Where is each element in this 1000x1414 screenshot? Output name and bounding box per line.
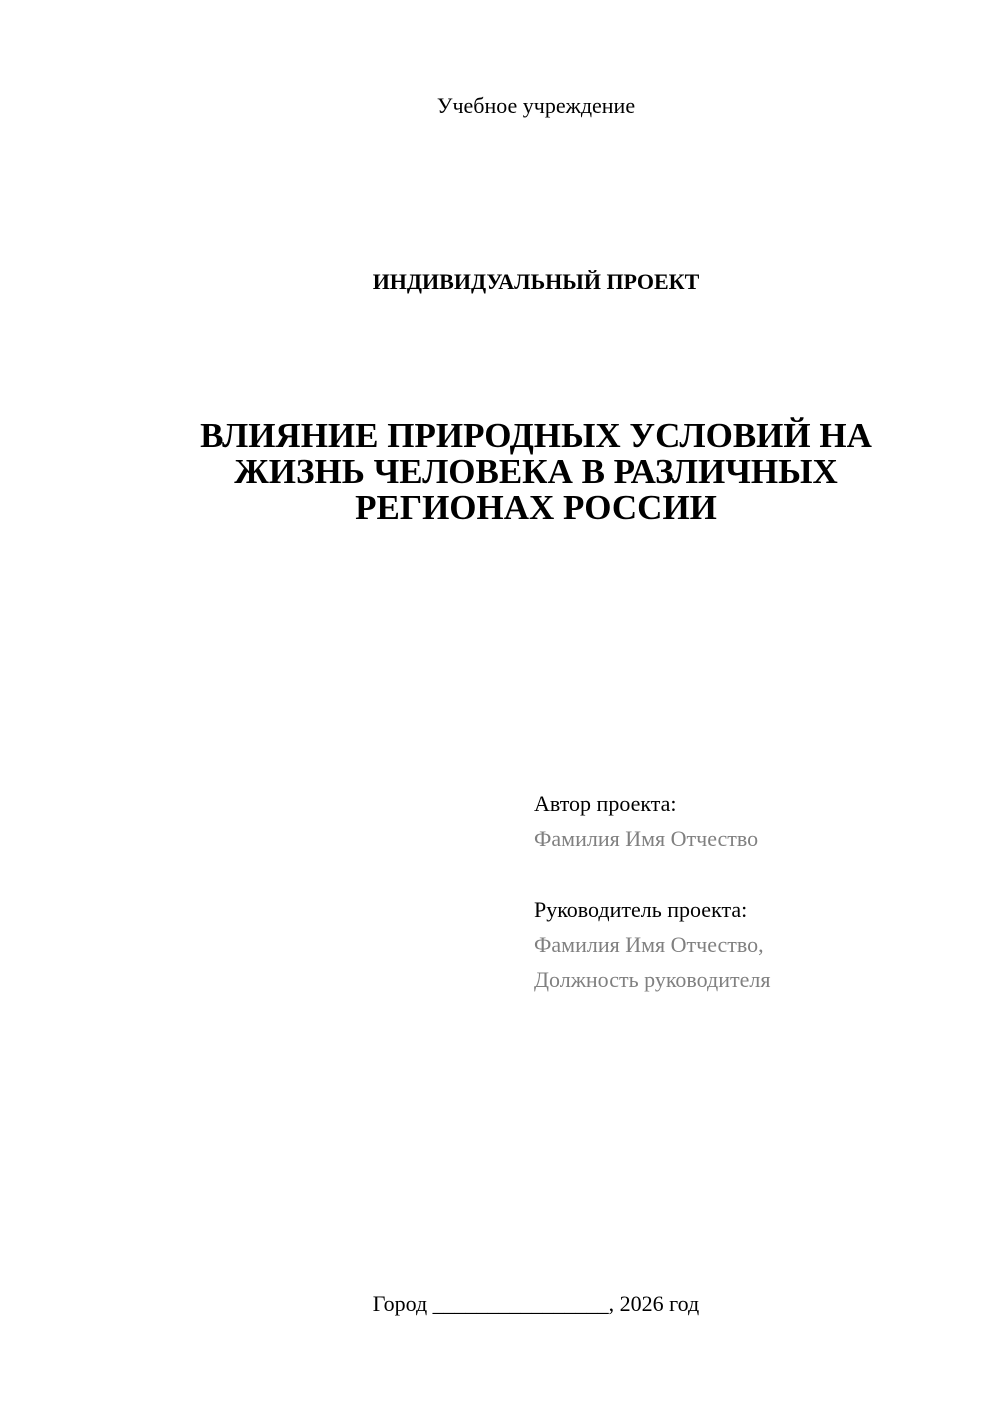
supervisor-block xyxy=(534,892,974,997)
title-line: ВЛИЯНИЕ ПРИРОДНЫХ УСЛОВИЙ НА xyxy=(200,416,872,455)
author-block xyxy=(534,786,974,856)
title-line: ЖИЗНЬ ЧЕЛОВЕКА В РАЗЛИЧНЫХ xyxy=(234,452,838,491)
document-type: ИНДИВИДУАЛЬНЫЙ ПРОЕКТ xyxy=(372,269,700,294)
title-line: РЕГИОНАХ РОССИИ xyxy=(355,488,717,527)
supervisor-position: Должность руководителя xyxy=(534,967,771,992)
city-year-line: Город ________________, 2026 год xyxy=(372,1291,700,1316)
project-title xyxy=(150,418,922,526)
author-label: Автор проекта: xyxy=(534,791,677,816)
author-name: Фамилия Имя Отчество xyxy=(534,826,759,851)
supervisor-name: Фамилия Имя Отчество, xyxy=(534,932,764,957)
supervisor-label: Руководитель проекта: xyxy=(534,897,748,922)
institution-name: Учебное учреждение xyxy=(436,93,636,118)
